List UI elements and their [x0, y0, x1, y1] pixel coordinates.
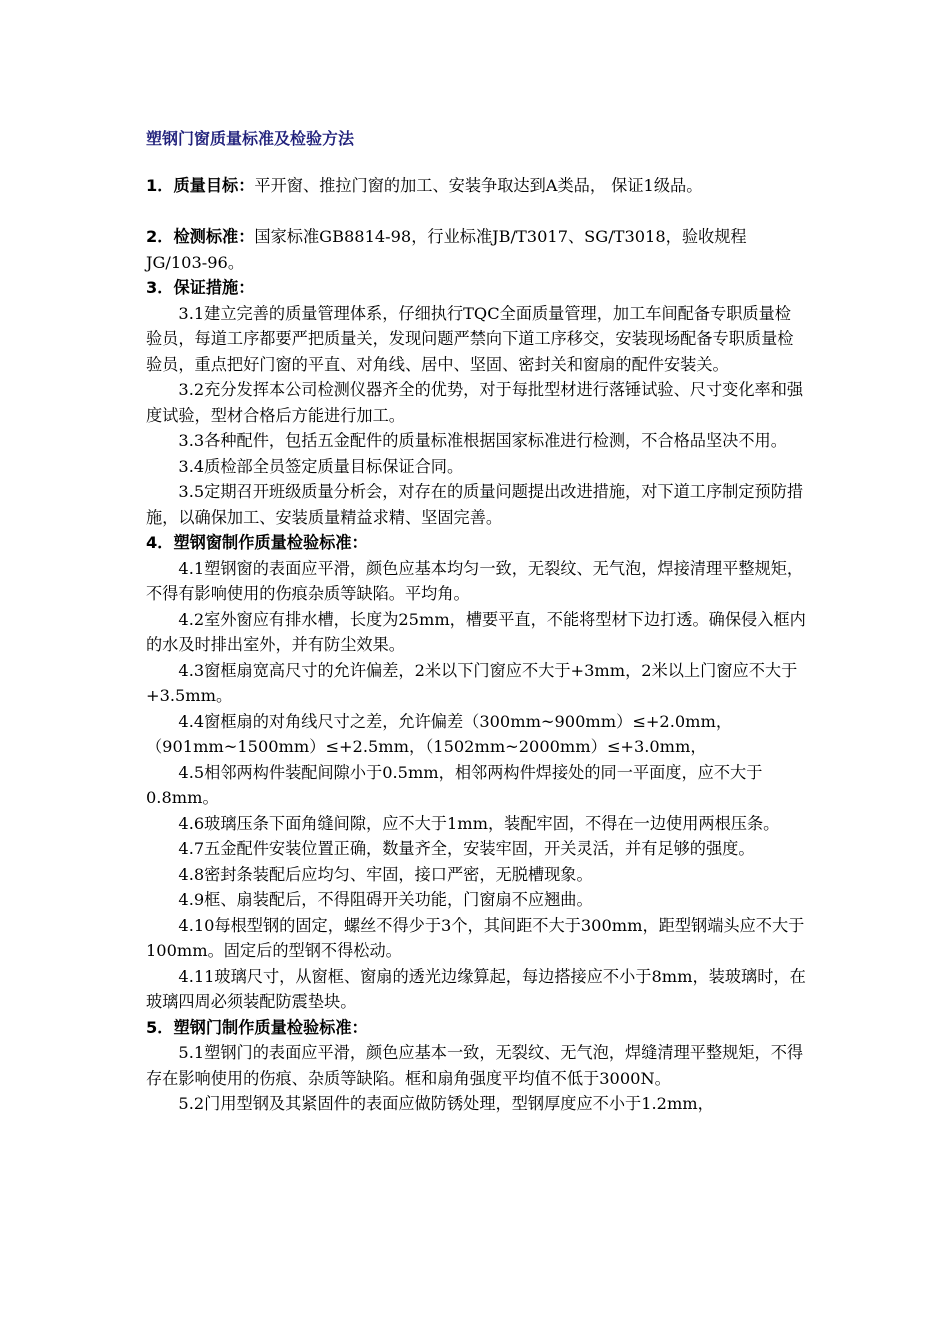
document-body [146, 173, 806, 1117]
section-2 [146, 224, 806, 275]
paragraph-4-7: 4.7五金配件安装位置正确，数量齐全，安装牢固，开关灵活，并有足够的强度。 [178, 839, 755, 858]
paragraph-4-11: 4.11玻璃尺寸，从窗框、窗扇的透光边缘算起，每边搭接应不小于8mm，装玻璃时，在玻璃四周必须装配防震垫块。 [146, 966, 806, 1011]
paragraph-spacer [146, 199, 806, 225]
paragraph-4-4-line-2: （901mm~1500mm）≤+2.5mm，（1502mm~2000mm）≤+3.0mm， [146, 737, 707, 756]
paragraph-3-5: 3.5定期召开班级质量分析会，对存在的质量问题提出改进措施，对下道工序制定预防措施，以确保加工、安装质量精益求精、坚固完善。 [146, 482, 804, 527]
paragraph-4-9: 4.9框、扇装配后，不得阻碍开关功能，门窗扇不应翘曲。 [178, 890, 593, 909]
section-4-heading: 4．塑钢窗制作质量检验标准： [146, 533, 368, 552]
document-title: 塑钢门窗质量标准及检验方法 [146, 129, 355, 148]
paragraph-4-2: 4.2室外窗应有排水槽，长度为25mm，槽要平直，不能将型材下边打透。确保侵入框内的水及时排出室外，并有防尘效果。 [146, 609, 806, 654]
section-5-heading: 5．塑钢门制作质量检验标准： [146, 1017, 368, 1037]
paragraph-4-3: 4.3窗框扇宽高尺寸的允许偏差，2米以下门窗应不大于+3mm，2米以上门窗应不大于+3.5mm。 [146, 660, 798, 705]
paragraph-3-3: 3.3各种配件，包括五金配件的质量标准根据国家标准进行检测，不合格品坚决不用。 [178, 431, 787, 450]
paragraph-4-10: 4.10每根型钢的固定，螺丝不得少于3个，其间距不大于300mm，距型钢端头应不大于100mm。固定后的型钢不得松动。 [146, 915, 805, 960]
section-1-heading: 1．质量目标： [146, 176, 255, 195]
section-1-text: 平开窗、推拉门窗的加工、安装争取达到A类品， 保证1级品。 [254, 176, 703, 195]
section-2-heading: 2．检测标准： [146, 227, 255, 246]
paragraph-5-1: 5.1塑钢门的表面应平滑，颜色应基本一致，无裂纹、无气泡，焊缝清理平整规矩，不得存在影响使用的伤痕、杂质等缺陷。框和扇角强度平均值不低于3000N。 [146, 1043, 804, 1088]
paragraph-4-1: 4.1塑钢窗的表面应平滑，颜色应基本均匀一致，无裂纹、无气泡，焊接清理平整规矩，不得有影响使用的伤痕杂质等缺陷。平均角。 [146, 558, 804, 603]
paragraph-4-4-line-1: 4.4窗框扇的对角线尺寸之差，允许偏差（300mm~900mm）≤+2.0mm， [178, 711, 733, 731]
paragraph-4-8: 4.8密封条装配后应均匀、牢固，接口严密，无脱槽现象。 [178, 864, 593, 884]
paragraph-3-1: 3.1建立完善的质量管理体系，仔细执行TQC全面质量管理，加工车间配备专职质量检验员，每道工序都要严把质量关，发现问题严禁向下道工序移交，安装现场配备专职质量检验员，重点把好门窗的平直、对角线、居中、坚固、密封关和窗扇的配件安装关。 [146, 303, 794, 374]
section-1 [146, 173, 806, 199]
paragraph-3-2: 3.2充分发挥本公司检测仪器齐全的优势，对于每批型材进行落锤试验、尺寸变化率和强度试验，型材合格后方能进行加工。 [146, 380, 804, 425]
paragraph-3-4: 3.4质检部全员签定质量目标保证合同。 [178, 456, 464, 476]
section-2-text: 国家标准GB8814-98，行业标准JB/T3017、SG/T3018，验收规程JG/103-96。 [146, 227, 747, 272]
section-3-heading: 3．保证措施： [146, 278, 255, 297]
paragraph-4-5: 4.5相邻两构件装配间隙小于0.5mm，相邻两构件焊接处的同一平面度，应不大于0.8mm。 [146, 762, 763, 807]
paragraph-5-2: 5.2门用型钢及其紧固件的表面应做防锈处理，型钢厚度应不小于1.2mm， [178, 1094, 714, 1113]
paragraph-4-6: 4.6玻璃压条下面角缝间隙，应不大于1mm，装配牢固，不得在一边使用两根压条。 [178, 813, 780, 833]
